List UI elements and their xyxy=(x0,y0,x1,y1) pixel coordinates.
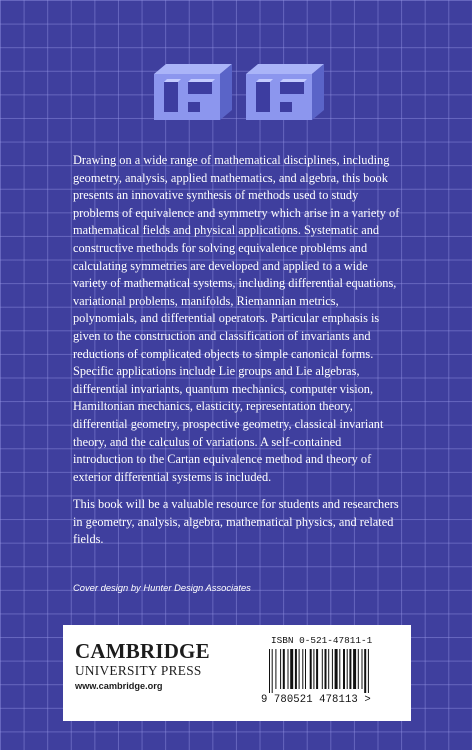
blurb-paragraph-2: This book will be a valuable resource for students and researchers in geometry, analysis, algebra, mathematical physics, and related fields. xyxy=(73,497,399,547)
cover-design-credit: Cover design by Hunter Design Associates xyxy=(73,582,251,593)
barcode-icon xyxy=(267,649,405,693)
blurb-paragraph-1: Drawing on a wide range of mathematical disciplines, including geometry, analysis, applied mathematics, and algebra, this book presents an innovative synthesis of methods used to study problems of equivalence and symmetry which arise in a variety of mathematical fields and physical applications. Systematic and constructive methods for solving equivalence problems and calculating symmetries are developed and applied to a wide variety of mathematical systems, including differential equations, variational problems, manifolds, Riemannian metrics, polynomials, and differential operators. Particular emphasis is given to the construction and classification of invariants and reductions of complicated objects to simple canonical forms. Specific applications include Lie groups and Lie algebras, differential invariants, quantum mechanics, computer vision, Hamiltonian mechanics, elasticity, representation theory, differential geometry, prospective geometry, classical invariant theory, and the calculus of variations. A self-contained introduction to the Cartan equivalence method and theory of exterior differential systems is included. xyxy=(73,153,400,484)
publisher-panel xyxy=(63,625,411,721)
publisher-website: www.cambridge.org xyxy=(75,681,163,691)
barcode-digits: 9 780521 478113 > xyxy=(261,694,371,706)
isbn-label: ISBN 0-521-47811-1 xyxy=(271,635,373,646)
publisher-press: UNIVERSITY PRESS xyxy=(75,663,202,678)
maze-logo-icon xyxy=(150,58,330,128)
publisher-name: CAMBRIDGE xyxy=(75,639,210,663)
back-cover-blurb xyxy=(73,152,401,549)
